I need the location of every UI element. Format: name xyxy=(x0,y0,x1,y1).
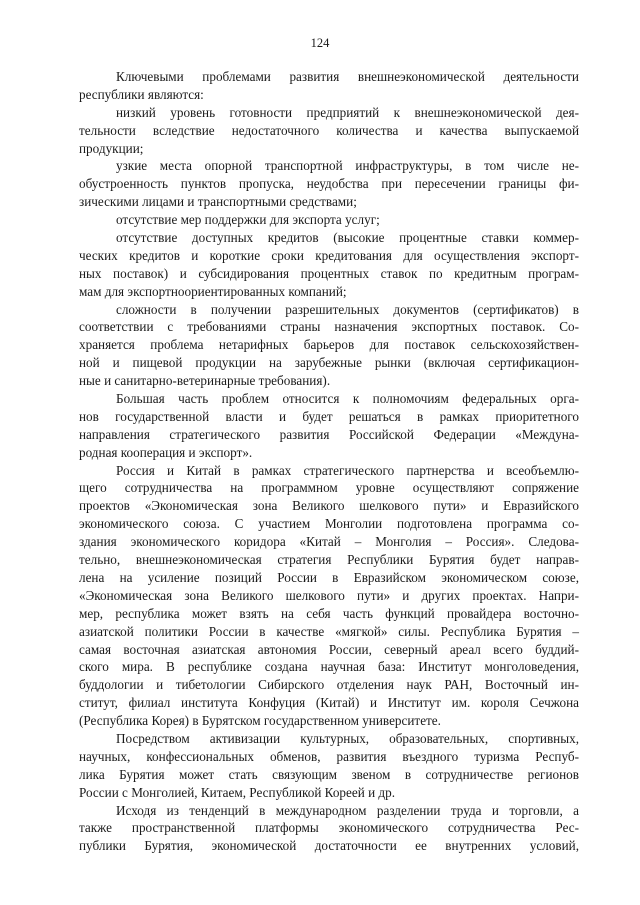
text-line: также пространственной платформы экономического сотрудничества Рес- xyxy=(79,820,579,836)
text-line: щего сотрудничества на программном уровне осуществляют сопряжение xyxy=(79,480,579,496)
text-line: лена на усиление позиций России в Евразийском экономическом союзе, xyxy=(79,569,579,585)
text-line: экономического союза. С участием Монголии подготовлена программа со- xyxy=(79,516,579,532)
text-line: Посредством активизации культурных, образовательных, спортивных, xyxy=(116,730,579,746)
text-line: Большая часть проблем относится к полномочиям федеральных орга- xyxy=(116,391,579,407)
text-line: отсутствие доступных кредитов (высокие процентные ставки коммер- xyxy=(116,230,579,246)
text-line: республики являются: xyxy=(79,86,204,102)
text-line: низкий уровень готовности предприятий к внешнеэкономической дея- xyxy=(116,104,579,120)
text-line: «Экономическая зона Великого шелкового пути» и других проектах. Напри- xyxy=(79,587,579,603)
text-line: Россия и Китай в рамках стратегического партнерства и всеобъемлю- xyxy=(116,462,579,478)
text-line: (Республика Корея) в Бурятском государственном университете. xyxy=(79,713,441,729)
text-line: Ключевыми проблемами развития внешнеэкономической деятельности xyxy=(116,69,579,84)
text-line: узкие места опорной транспортной инфраструктуры, в том числе не- xyxy=(116,158,579,174)
text-line: самая восточная азиатская автономия России, северный ареал всего буддий- xyxy=(79,641,579,657)
text-line: сложности в получении разрешительных документов (сертификатов) в xyxy=(116,301,579,317)
text-line: России с Монголией, Китаем, Республикой Кореей и др. xyxy=(79,784,396,800)
text-line: Исходя из тенденций в международном разделении труда и торговли, а xyxy=(116,802,579,818)
text-line: ститут, филиал института Конфуция (Китай) и Институт им. короля Сечжона xyxy=(79,695,579,711)
text-line: храняется проблема нетарифных барьеров для поставок сельскохозяйствен- xyxy=(79,337,579,353)
text-line: тельно, внешнеэкономическая стратегия Республики Бурятия будет направ- xyxy=(79,552,579,568)
text-line: тельности вследствие недостаточного количества и качества выпускаемой xyxy=(79,122,579,138)
text-line: ной и пищевой продукции на зарубежные рынки (включая сертификацион- xyxy=(79,355,579,371)
text-line: азиатской политики России в качестве «мягкой» силы. Республика Бурятия – xyxy=(79,623,579,639)
body-text xyxy=(79,68,579,855)
text-line: проектов «Экономическая зона Великого шелкового пути» и Евразийского xyxy=(79,498,579,514)
text-line: зическими лицами и транспортными средствами; xyxy=(79,194,357,210)
text-line: продукции; xyxy=(79,140,144,156)
text-line: отсутствие мер поддержки для экспорта услуг; xyxy=(116,212,380,228)
text-line: ского мира. В республике создана научная база: Институт монголоведения, xyxy=(79,659,579,675)
text-line: здания экономического коридора «Китай – Монголия – Россия». Следова- xyxy=(79,534,579,550)
text-line: публики Бурятия, экономической достаточности ее внутренних условий, xyxy=(79,838,579,854)
text-line: мам для экспортноориентированных компаний; xyxy=(79,283,347,299)
text-line: лика Бурятия может стать связующим звеном в сотрудничестве регионов xyxy=(79,766,579,782)
text-line: нов государственной власти и будет решаться в рамках приоритетного xyxy=(79,408,579,424)
text-line: буддологии и тибетологии Сибирского отделения наук РАН, Восточный ин- xyxy=(79,677,579,693)
page-number: 124 xyxy=(310,36,330,50)
text-line: ные и санитарно-ветеринарные требования). xyxy=(79,373,331,389)
text-line: ческих кредитов и короткие сроки кредитования для осуществления экспорт- xyxy=(79,247,579,263)
text-line: мер, республика может взять на себя часть функций провайдера восточно- xyxy=(79,605,579,621)
text-line: ных поставок) и субсидирования процентных ставок по кредитным програм- xyxy=(79,265,579,281)
text-line: научных, конфессиональных обменов, развития въездного туризма Респуб- xyxy=(79,748,579,764)
text-line: родная кооперация и экспорт». xyxy=(79,444,253,460)
text-line: обустроенность пунктов пропуска, неудобства при пересечении границы фи- xyxy=(79,176,579,192)
text-line: соответствии с требованиями страны назначения экспортных поставок. Со- xyxy=(79,319,579,335)
text-line: направления стратегического развития Российской Федерации «Междуна- xyxy=(79,426,579,442)
